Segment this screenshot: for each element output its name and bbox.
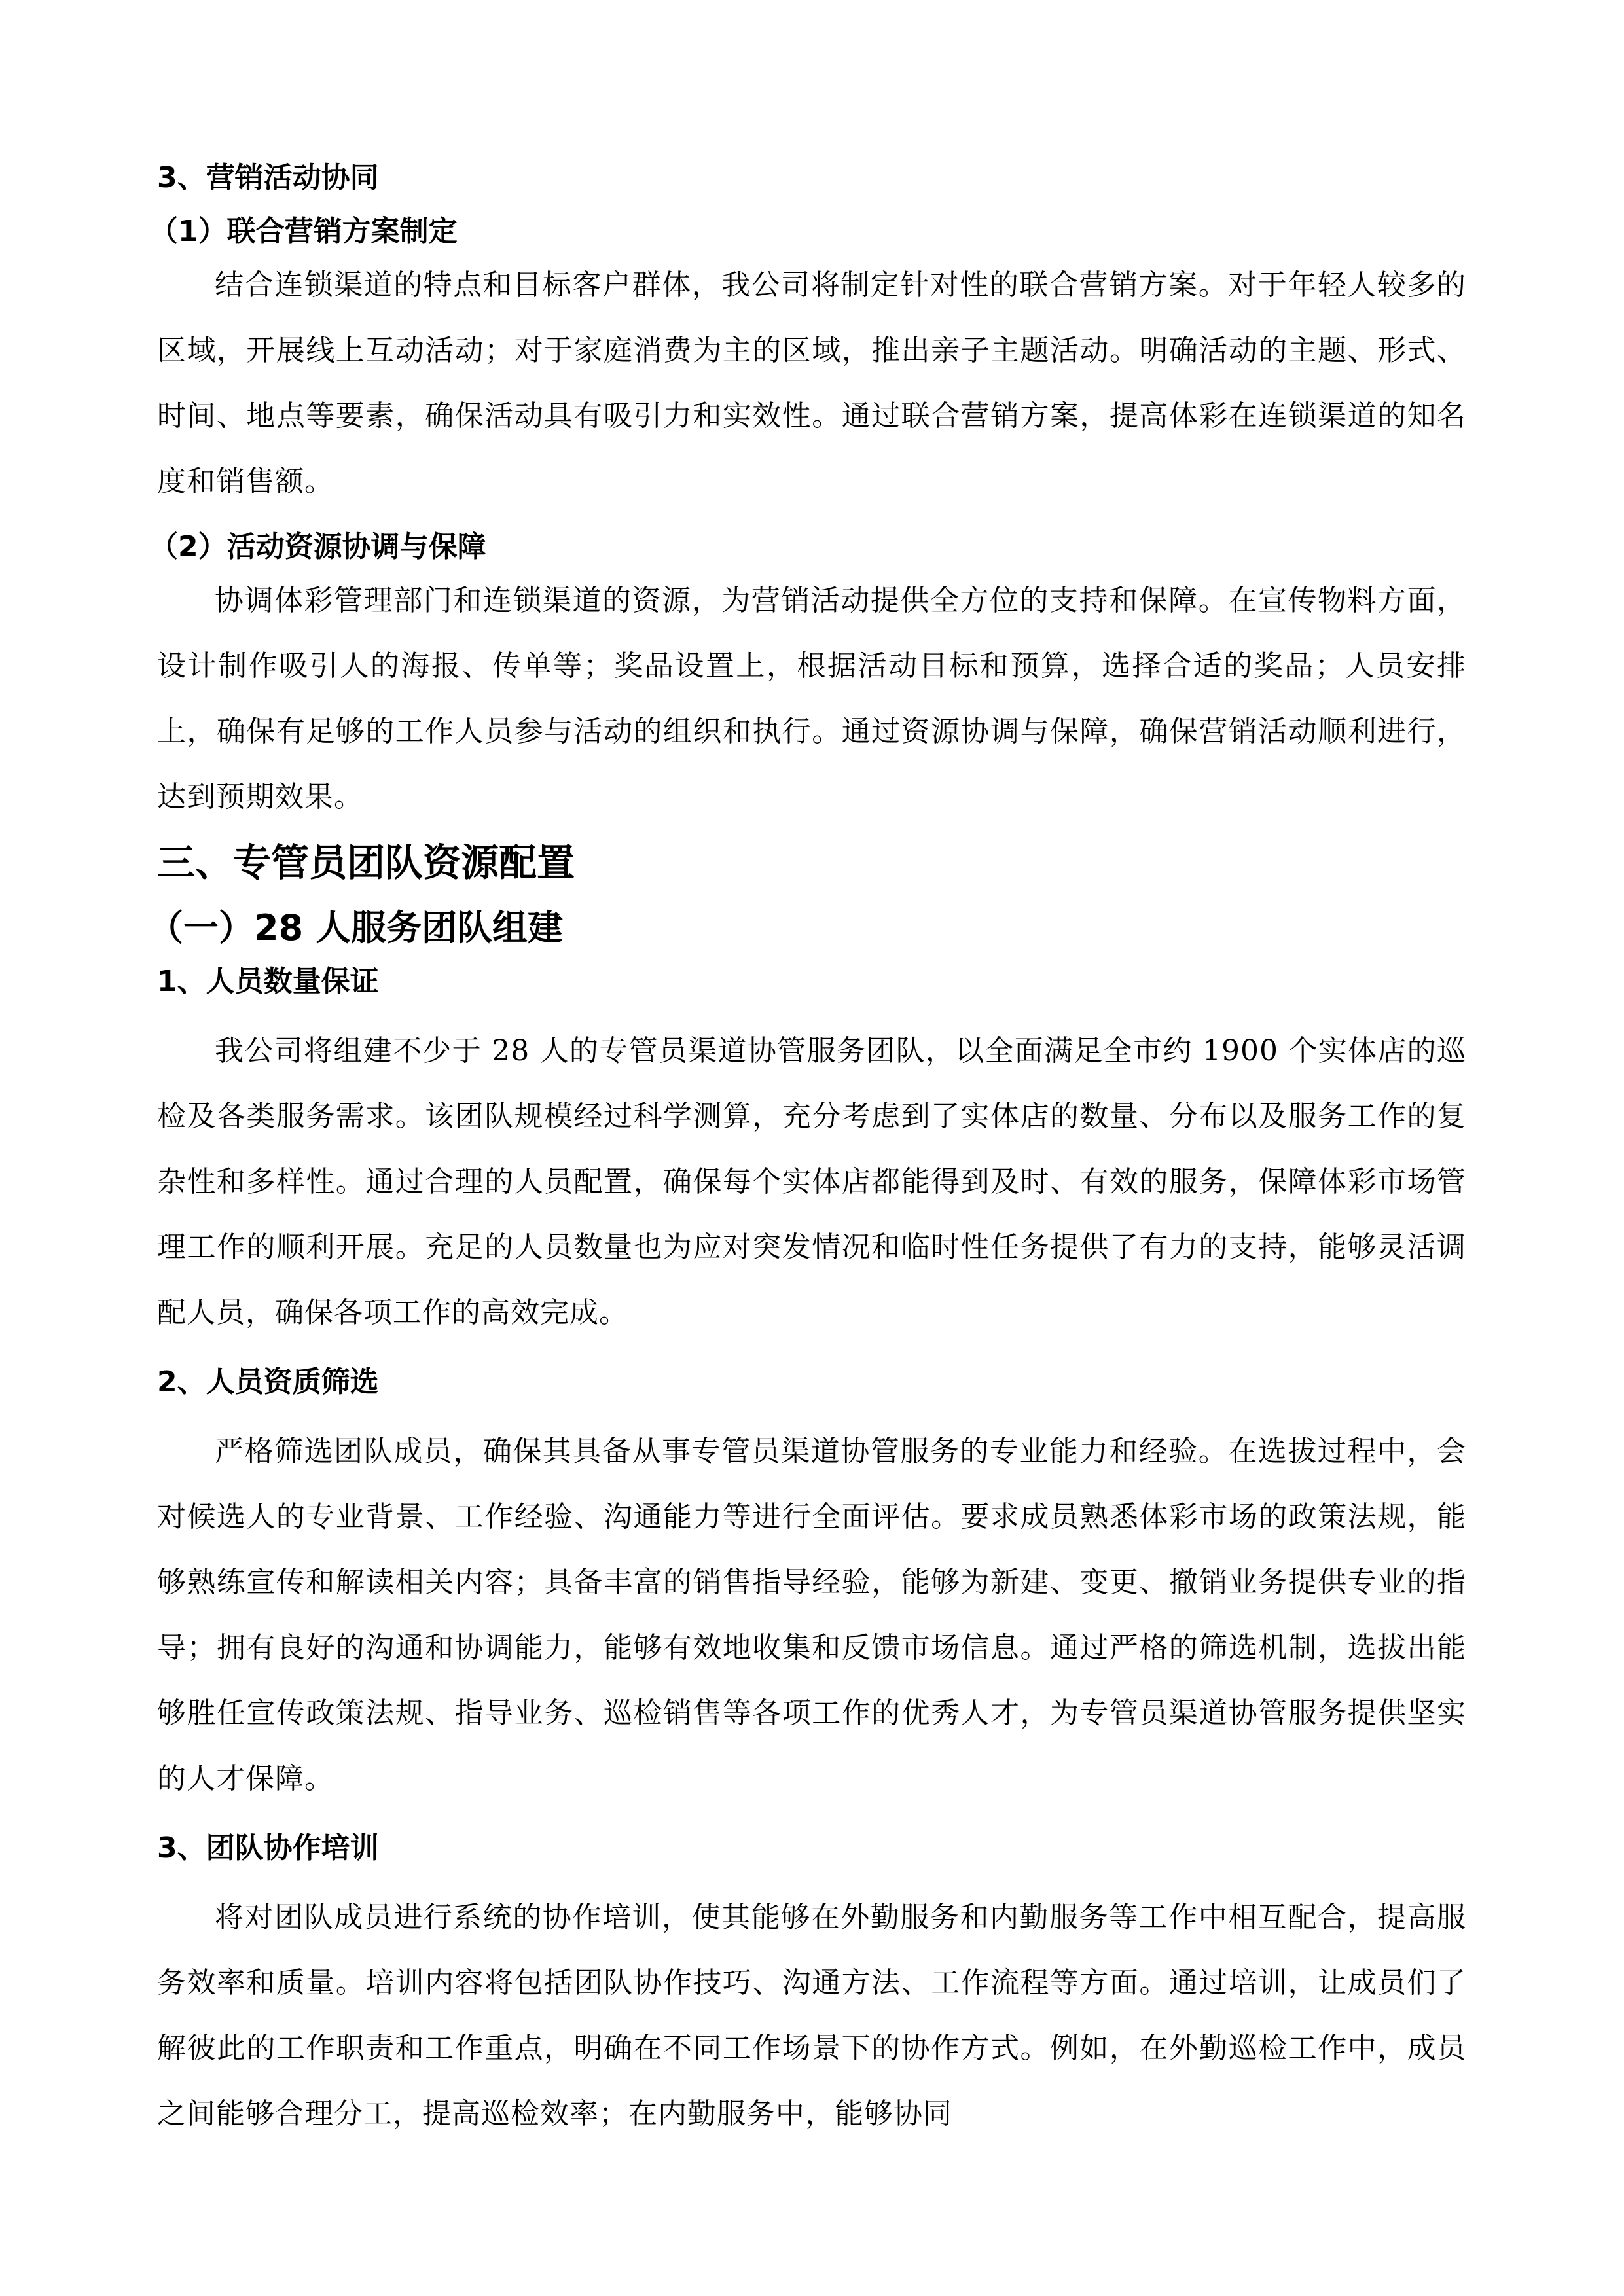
subsection-heading-joint-marketing-plan: （1）联合营销方案制定 xyxy=(149,215,458,248)
paragraph-joint-marketing-plan: 结合连锁渠道的特点和目标客户群体，我公司将制定针对性的联合营销方案。对于年轻人较多的区域，开展线上互动活动；对于家庭消费为主的区域，推出亲子主题活动。明确活动的主题、形式、时间、地点等要素，确保活动具有吸引力和实效性。通过联合营销方案，提高体彩在连锁渠道的知名度和销售额。 xyxy=(157,268,1466,498)
section-heading-team-training: 3、团队协作培训 xyxy=(157,1831,379,1865)
paragraph-staff-quantity: 我公司将组建不少于 28 人的专管员渠道协管服务团队，以全面满足全市约 1900 个实体店的巡检及各类服务需求。该团队规模经过科学测算，充分考虑到了实体店的数量、分布以及服务工作的复杂性和多样性。通过合理的人员配置，确保每个实体店都能得到及时、有效的服务，保障体彩市场管理工作的顺利开展。充足的人员数量也为应对突发情况和临时性任务提供了有力的支持，能够灵活调配人员，确保各项工作的高效完成。 xyxy=(157,1034,1466,1329)
section-heading-staff-qualification: 2、人员资质筛选 xyxy=(157,1365,379,1399)
chapter-heading-team-resource-allocation: 三、专管员团队资源配置 xyxy=(157,840,575,885)
document-body xyxy=(148,157,1466,2147)
section-heading-staff-quantity: 1、人员数量保证 xyxy=(157,965,379,998)
section-heading-marketing-collaboration: 3、营销活动协同 xyxy=(157,161,379,194)
paragraph-team-training: 将对团队成员进行系统的协作培训，使其能够在外勤服务和内勤服务等工作中相互配合，提高服务效率和质量。培训内容将包括团队协作技巧、沟通方法、工作流程等方面。通过培训，让成员们了解彼此的工作职责和工作重点，明确在不同工作场景下的协作方式。例如，在外勤巡检工作中，成员之间能够合理分工，提高巡检效率；在内勤服务中，能够协同 xyxy=(157,1901,1466,2130)
subchapter-heading-team-formation: （一）28 人服务团队组建 xyxy=(148,907,563,948)
subsection-heading-resource-coordination: （2）活动资源协调与保障 xyxy=(149,530,486,564)
paragraph-staff-qualification: 严格筛选团队成员，确保其具备从事专管员渠道协管服务的专业能力和经验。在选拔过程中，会对候选人的专业背景、工作经验、沟通能力等进行全面评估。要求成员熟悉体彩市场的政策法规，能够熟练宣传和解读相关内容；具备丰富的销售指导经验，能够为新建、变更、撤销业务提供专业的指导；拥有良好的沟通和协调能力，能够有效地收集和反馈市场信息。通过严格的筛选机制，选拔出能够胜任宣传政策法规、指导业务、巡检销售等各项工作的优秀人才，为专管员渠道协管服务提供坚实的人才保障。 xyxy=(157,1435,1466,1795)
paragraph-resource-coordination: 协调体彩管理部门和连锁渠道的资源，为营销活动提供全方位的支持和保障。在宣传物料方面，设计制作吸引人的海报、传单等；奖品设置上，根据活动目标和预算，选择合适的奖品；人员安排上，确保有足够的工作人员参与活动的组织和执行。通过资源协调与保障，确保营销活动顺利进行，达到预期效果。 xyxy=(157,584,1466,814)
